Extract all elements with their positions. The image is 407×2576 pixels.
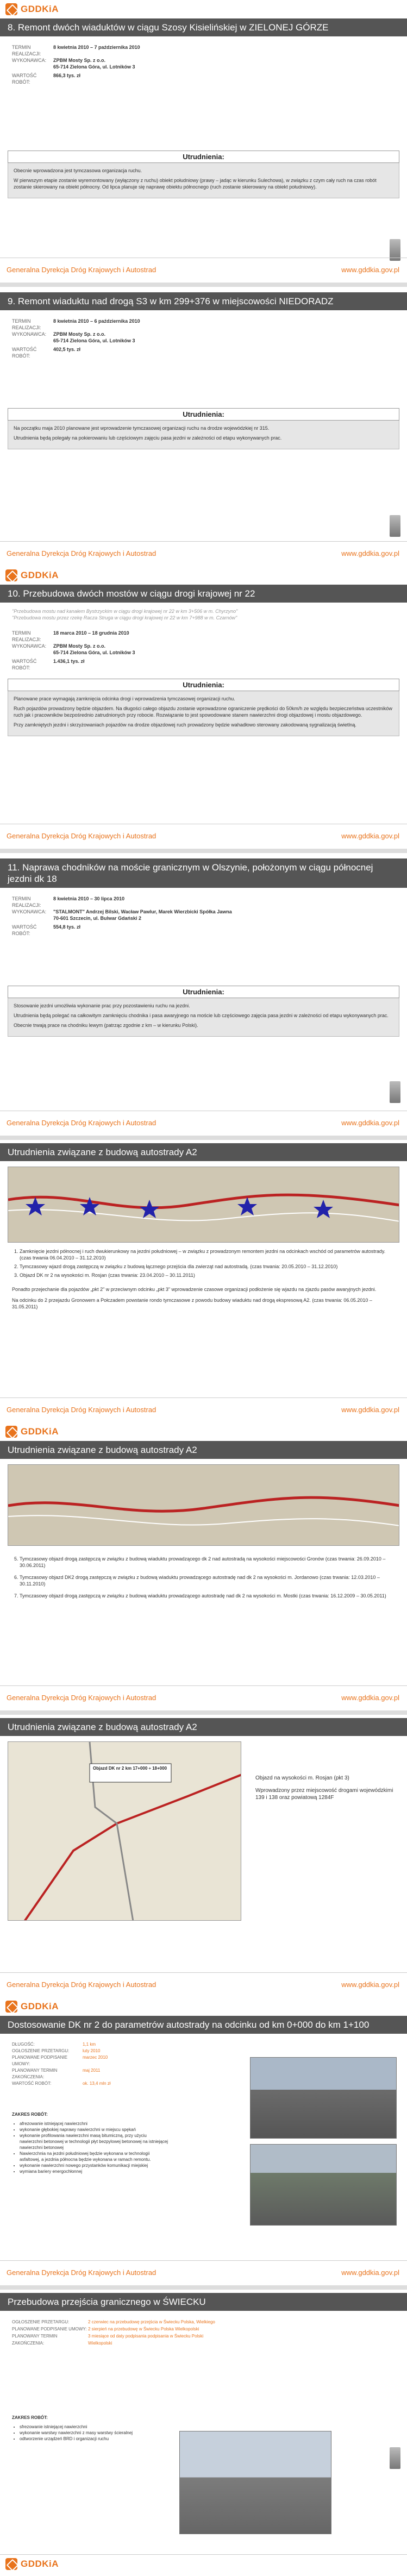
list-item: 6. Tymczasowy objazd DK2 drogą zastępczą w związku z budową wiaduktu prowadzącego autostradę nad dk 2 na wysokości m. Jordanowo (czas trwania: 12.03.2010 – 30.11.2010) — [20, 1574, 395, 1587]
footer-url[interactable]: www.gddkia.gov.pl — [341, 832, 399, 840]
slide-separator — [0, 849, 407, 853]
info-key: PLANOWANY TERMIN ZAKOŃCZENIA: — [12, 2068, 58, 2079]
info-block — [0, 310, 407, 359]
list-item: • wymiana bariery energochłonnej — [20, 2168, 170, 2174]
slide-7 — [0, 1715, 407, 1997]
logo-text: GDDKiA — [21, 570, 59, 580]
footer — [0, 258, 407, 283]
info-key: PLANOWANE PODPISANIE UMOWY: — [12, 2055, 67, 2066]
info-key: WYKONAWCA: — [12, 331, 47, 337]
slide-title: Utrudnienia związane z budową autostrady A2 — [0, 1718, 407, 1736]
route-map — [8, 1464, 399, 1546]
route-map-svg — [8, 1167, 399, 1243]
utrudnienia-header: Utrudnienia: — [8, 679, 399, 691]
route-map-svg — [8, 1465, 399, 1546]
info-value: "STALMONT" Andrzej Bilski, Wacław Pawlur, Marek Wierzbicki Spółka Jawna — [53, 909, 232, 914]
footer — [0, 541, 407, 566]
footer-org: Generalna Dyrekcja Dróg Krajowych i Autostrad — [7, 266, 156, 274]
info-value: 8 kwietnia 2010 – 6 października 2010 — [53, 318, 140, 324]
info-value: 8 kwietnia 2010 – 7 października 2010 — [53, 45, 140, 50]
detour-text: Objazd na wysokości m. Rosjan (pkt 3) — [255, 1775, 349, 1781]
footer-org: Generalna Dyrekcja Dróg Krajowych i Autostrad — [7, 1694, 156, 1702]
footer-url[interactable]: www.gddkia.gov.pl — [341, 549, 399, 557]
slide-title: 11. Naprawa chodników na moście granicznym w Olszynie, położonym w ciągu północnej jezdni dk 18 — [0, 858, 407, 888]
detour-description — [255, 1775, 397, 1801]
gddkia-logo — [5, 3, 59, 15]
logo-bar — [0, 566, 407, 585]
logo-text: GDDKiA — [21, 4, 59, 14]
utrudnienia-text: Na początku maja 2010 planowane jest wprowadzenie tymczasowej organizacji ruchu na drodze wojewódzkiej nr 315. — [14, 425, 270, 431]
list-item: • odtworzenie urządzeń BRD i organizacji ruchu — [20, 2436, 153, 2442]
footer-url[interactable]: www.gddkia.gov.pl — [341, 1980, 399, 1989]
info-value: 18 marca 2010 – 18 grudnia 2010 — [53, 630, 129, 636]
detour-map — [8, 1741, 241, 1921]
logo-text: GDDKiA — [21, 1426, 59, 1437]
footer-url[interactable]: www.gddkia.gov.pl — [341, 266, 399, 274]
utrudnienia-text: Obecnie trwają prace na chodniku lewym (patrząc zgodnie z km – w kierunku Polski). — [14, 1023, 198, 1028]
info-value: ZPBM Mosty Sp. z o.o. — [53, 643, 105, 649]
info-value: 2 sierpień na przebudowę w Świecku Polska Wielkopolski — [88, 2327, 199, 2331]
disruption-list — [0, 1546, 407, 1607]
footer-org: Generalna Dyrekcja Dróg Krajowych i Autostrad — [7, 2268, 156, 2277]
slide-9 — [0, 2290, 407, 2576]
info-value: marzec 2010 — [83, 2055, 108, 2060]
list-item: "Przebudowa mostu nad kanałem Bystrzyckim w ciągu drogi krajowej nr 22 w km 3+506 w m. Chyrzyno" — [12, 609, 238, 614]
info-value: ok. 13,4 mln zł — [83, 2081, 111, 2086]
utrudnienia-box — [8, 691, 399, 736]
utrudnienia-text: Stosowanie jezdni umożliwia wykonanie prac przy pozostawieniu ruchu na jezdni. — [14, 1003, 190, 1008]
list-item: "Przebudowa mostu przez rzekę Racza Struga w ciągu drogi krajowej nr 22 w km 7+988 w m. Czarnów" — [12, 615, 237, 621]
info-key: WARTOŚĆ ROBÓT: — [12, 347, 37, 359]
info-value: ZPBM Mosty Sp. z o.o. — [53, 331, 105, 337]
info-key: WARTOŚĆ ROBÓT: — [12, 73, 37, 85]
info-key: WARTOŚĆ ROBÓT: — [12, 659, 37, 670]
footer-url[interactable]: www.gddkia.gov.pl — [341, 1694, 399, 1702]
info-block — [0, 888, 407, 937]
logo-bar — [0, 1422, 407, 1441]
slide-separator — [0, 2285, 407, 2290]
list-item: • wykonanie warstwy nawierzchni z masy warstwy ścieralnej — [20, 2430, 153, 2436]
utrudnienia-text: Przy zamkniętych jezdni i skrzyżowaniach pojazdów na drodze objazdowej ruch prowadzony będzie wahadłowo sterowany zakodowaną sygnalizacją świetlną. — [14, 722, 356, 728]
road-sign-icon — [390, 1081, 400, 1103]
utrudnienia-text: Obecnie wprowadzona jest tymczasowa organizacja ruchu. — [14, 168, 142, 173]
route-map — [8, 1167, 399, 1243]
gddkia-logo-icon — [5, 2001, 17, 2013]
list-item: 1. Zamknięcie jezdni północnej i ruch dwukierunkowy na jezdni południowej – w związku z prowadzonym remontem jezdni na odcinkach wschód od parametrów autostrady. (czas trwania 06.04.2010 – 31.12.2010) — [20, 1248, 395, 1261]
gddkia-logo-icon — [5, 569, 17, 581]
info-key: TERMIN REALIZACJI: — [12, 896, 41, 908]
info-value: 8 kwietnia 2010 – 30 lipca 2010 — [53, 896, 125, 901]
logo-bar-bottom — [0, 2554, 407, 2576]
slide-separator — [0, 1136, 407, 1140]
footer-org: Generalna Dyrekcja Dróg Krajowych i Autostrad — [7, 1980, 156, 1989]
slide-title: 9. Remont wiaduktu nad drogą S3 w km 299+376 w miejscowości NIEDORADZ — [0, 292, 407, 310]
info-block — [0, 2034, 228, 2087]
notes — [0, 1286, 407, 1315]
info-value: 65-714 Zielona Góra, ul. Lotników 3 — [53, 338, 135, 343]
list-item: 5. Tymczasowy objazd drogą zastępczą w związku z budową wiaduktu prowadzącego dk 2 nad autostradą na wysokości miejscowości Gronów (czas trwania: 26.09.2010 – 30.06.2011) — [20, 1556, 395, 1569]
info-key — [12, 649, 53, 656]
list-item: • wykonanie nawierzchni nowego przystanków komunikacji miejskiej — [20, 2163, 170, 2168]
slide-5 — [0, 1140, 407, 1422]
logo-bar — [0, 0, 407, 18]
info-block — [0, 626, 407, 671]
list-item: • wykonanie profilowania nawierzchni masą bitumiczną, przy użyciu nawierzchni betonowej w technologii płyt bezpylowej betonowej na istniejącej nawierzchni betonowej — [20, 2133, 170, 2151]
scope-title: ZAKRES ROBÓT: — [12, 2415, 48, 2420]
scope-block — [12, 2111, 170, 2174]
road-photo — [250, 2057, 397, 2139]
utrudnienia-text: W pierwszym etapie zostanie wyremontowany (wyłączony z ruchu) obiekt południowy (prawy – jadąc w kierunku Sulechowa), w związku z czym cały ruch na czas robót zostanie skierowany na obiekt północny. Od lipca planuje się naprawę obiektu północnego (ruch zostanie skierowany na obiekt południowy). — [14, 178, 377, 190]
slide-title: Dostosowanie DK nr 2 do parametrów autostrady na odcinku od km 0+000 do km 1+100 — [0, 2016, 407, 2034]
road-sign-icon — [390, 2447, 400, 2469]
utrudnienia-header: Utrudnienia: — [8, 986, 399, 998]
utrudnienia-text: Planowane prace wymagają zamknięcia odcinka drogi i wprowadzenia tymczasowej organizacji ruchu. — [14, 696, 235, 701]
utrudnienia-box — [8, 163, 399, 198]
scope-title: ZAKRES ROBÓT: — [12, 2112, 48, 2117]
slide-1 — [0, 0, 407, 283]
gddkia-logo — [5, 569, 59, 581]
info-block — [0, 36, 407, 85]
footer-url[interactable]: www.gddkia.gov.pl — [341, 2268, 399, 2277]
info-key: PLANOWANY TERMIN ZAKOŃCZENIA: — [12, 2334, 58, 2346]
slide-title: 8. Remont dwóch wiaduktów w ciągu Szosy Kisielińskiej w ZIELONEJ GÓRZE — [0, 18, 407, 36]
info-key: OGŁOSZENIE PRZETARGU: — [12, 2320, 70, 2324]
slide-3 — [0, 566, 407, 849]
footer — [0, 824, 407, 849]
bridge-list — [0, 603, 407, 626]
utrudnienia-header: Utrudnienia: — [8, 408, 399, 421]
info-key: WARTOŚĆ ROBÓT: — [12, 924, 37, 936]
info-key: WARTOŚĆ ROBÓT: — [12, 2081, 52, 2086]
info-key — [12, 64, 53, 70]
info-value: 2 czerwiec na przebudowę przejścia w Świecku Polska, Wielkiego — [88, 2320, 215, 2324]
utrudnienia-text: Utrudnienia będą polegać na całkowitym zamknięciu chodnika i pasa awaryjnego na moście lub częściowego zajęcia pasa jezdni w zależności od etapu wykonywanych prac. — [14, 1013, 389, 1018]
slide-separator — [0, 1710, 407, 1715]
info-value: 1.436,1 tys. zł — [53, 659, 85, 664]
info-key: WYKONAWCA: — [12, 643, 47, 649]
logo-bar — [0, 1997, 407, 2016]
list-item: • Nawierzchnia na jezdni południowej będzie wykonana w technologii asfaltowej, a jezdnia północna będzie wykonana w ramach remontu. — [20, 2151, 170, 2163]
logo-text: GDDKiA — [21, 2559, 59, 2569]
info-key — [12, 915, 53, 922]
footer-org: Generalna Dyrekcja Dróg Krajowych i Autostrad — [7, 1119, 156, 1127]
slide-title: Utrudnienia związane z budową autostrady A2 — [0, 1143, 407, 1161]
footer — [0, 2260, 407, 2285]
info-key: TERMIN REALIZACJI: — [12, 630, 41, 642]
slide-4 — [0, 853, 407, 1136]
list-item: 3. Objazd DK nr 2 na wysokości m. Rosjan (czas trwania: 23.04.2010 – 30.11.2011) — [20, 1272, 395, 1278]
note-text: Na odcinku do 2 przejazdu Gronowem a Połczadem powstanie rondo tymczasowe z powodu budowy wiaduktu nad drogą ekspresową A2. (czas trwania: 06.05.2010 – 31.05.2011) — [12, 1298, 372, 1309]
disruption-list — [0, 1243, 407, 1286]
info-value: 866,3 tys. zł — [53, 73, 81, 78]
info-key: OGŁOSZENIE PRZETARGU: — [12, 2048, 70, 2053]
list-item: • afrezowanie istniejącej nawierzchni — [20, 2121, 170, 2127]
slide-6 — [0, 1422, 407, 1710]
slide-title: 10. Przebudowa dwóch mostów w ciągu drogi krajowej nr 22 — [0, 585, 407, 603]
info-key: TERMIN REALIZACJI: — [12, 45, 41, 57]
slide-2 — [0, 287, 407, 566]
slide-title: Przebudowa przejścia granicznego w ŚWIECKU — [0, 2293, 407, 2311]
utrudnienia-header: Utrudnienia: — [8, 151, 399, 163]
info-value: 3 miesiące od daty podpisania podpisania w Świecku Polski Wielkopolski — [88, 2334, 204, 2346]
footer — [0, 1111, 407, 1136]
slide-8 — [0, 1997, 407, 2285]
gddkia-logo — [5, 2558, 59, 2570]
info-value: 65-714 Zielona Góra, ul. Lotników 3 — [53, 650, 135, 655]
gddkia-logo — [5, 2001, 59, 2013]
utrudnienia-text: Utrudnienia będą polegały na pokierowaniu lub częściowym zajęciu pasa jezdni w zależności od etapu wykonywanych prac. — [14, 435, 282, 441]
footer-url[interactable]: www.gddkia.gov.pl — [341, 1406, 399, 1414]
gddkia-logo-icon — [5, 3, 17, 15]
info-value: luty 2010 — [83, 2048, 101, 2053]
border-crossing-photo — [179, 2431, 331, 2534]
info-value: ZPBM Mosty Sp. z o.o. — [53, 58, 105, 63]
footer-org: Generalna Dyrekcja Dróg Krajowych i Autostrad — [7, 549, 156, 557]
info-value: 70-601 Szczecin, ul. Bulwar Gdański 2 — [53, 916, 142, 921]
info-block — [0, 2311, 407, 2347]
footer — [0, 1685, 407, 1710]
list-item: • wykonanie głębokiej naprawy nawierzchni w miejscu spękań — [20, 2127, 170, 2133]
info-value: maj 2011 — [83, 2068, 101, 2073]
scope-list — [12, 2121, 170, 2174]
info-key: WYKONAWCA: — [12, 909, 47, 914]
info-key: WYKONAWCA: — [12, 58, 47, 63]
logo-text: GDDKiA — [21, 2001, 59, 2011]
info-value: 1,1 km — [83, 2042, 96, 2047]
footer-org: Generalna Dyrekcja Dróg Krajowych i Autostrad — [7, 1406, 156, 1414]
scope-list — [12, 2424, 153, 2442]
slide-separator — [0, 283, 407, 287]
footer — [0, 1397, 407, 1422]
footer-org: Generalna Dyrekcja Dróg Krajowych i Autostrad — [7, 832, 156, 840]
gddkia-logo-icon — [5, 2558, 17, 2570]
info-key: TERMIN REALIZACJI: — [12, 318, 41, 330]
info-key — [12, 337, 53, 344]
gddkia-logo-icon — [5, 1426, 17, 1438]
info-value: 65-714 Zielona Góra, ul. Lotników 3 — [53, 64, 135, 70]
footer — [0, 1972, 407, 1997]
detour-text: Wprowadzony przez miejscowość drogami wojewódzkimi 139 i 138 oraz powiatową 1284F — [255, 1788, 393, 1801]
map-label: Objazd DK nr 2 km 17+000 ÷ 18+000 — [93, 1766, 167, 1771]
info-value: 554,8 tys. zł — [53, 924, 81, 930]
footer-url[interactable]: www.gddkia.gov.pl — [341, 1119, 399, 1127]
note-text: Ponadto przejechanie dla pojazdów „pkt 2" w przeciwnym odcinku „pkt 3" wprowadzenie czasowe organizacji podłożenie się wjazdu na zjazdu pasów awaryjnych jezdni. — [12, 1287, 377, 1292]
road-photo — [250, 2144, 397, 2226]
info-key: PLANOWANE PODPISANIE UMOWY: — [12, 2327, 87, 2331]
utrudnienia-box — [8, 998, 399, 1037]
slide-title: Utrudnienia związane z budową autostrady A2 — [0, 1441, 407, 1459]
info-key: DŁUGOŚĆ: — [12, 2042, 35, 2047]
scope-block — [12, 2415, 153, 2442]
gddkia-logo — [5, 1426, 59, 1438]
list-item: 7. Tymczasowy objazd drogą zastępczą w związku z budową wiaduktu prowadzącego autostradę nad dk 2 na wysokości m. Mostki (czas trwania: 16.12.2009 – 30.05.2011) — [20, 1593, 395, 1599]
utrudnienia-text: Ruch pojazdów prowadzony będzie objazdem. Na długości całego objazdu zostanie wprowadzone ograniczenie prędkości do 50km/h ze względu bezpieczeństwa uczestników ruch jak i pracowników bezpośrednio zatrudnionych przy robocie. Rozwiązanie to jest spowodowane stanem nawierzchni drogi objazdowej i mostu objazdowego. — [14, 706, 392, 718]
info-value: 402,5 tys. zł — [53, 347, 81, 352]
list-item: • sfrezowanie istniejącej nawierzchni — [20, 2424, 153, 2430]
utrudnienia-box — [8, 421, 399, 449]
list-item: 2. Tymczasowy wjazd drogą zastępczą w związku z budową łącznego przejścia dla zwierząt nad autostradą. (czas trwania: 20.05.2010 – 31.12.2010) — [20, 1263, 395, 1270]
road-sign-icon — [390, 515, 400, 537]
